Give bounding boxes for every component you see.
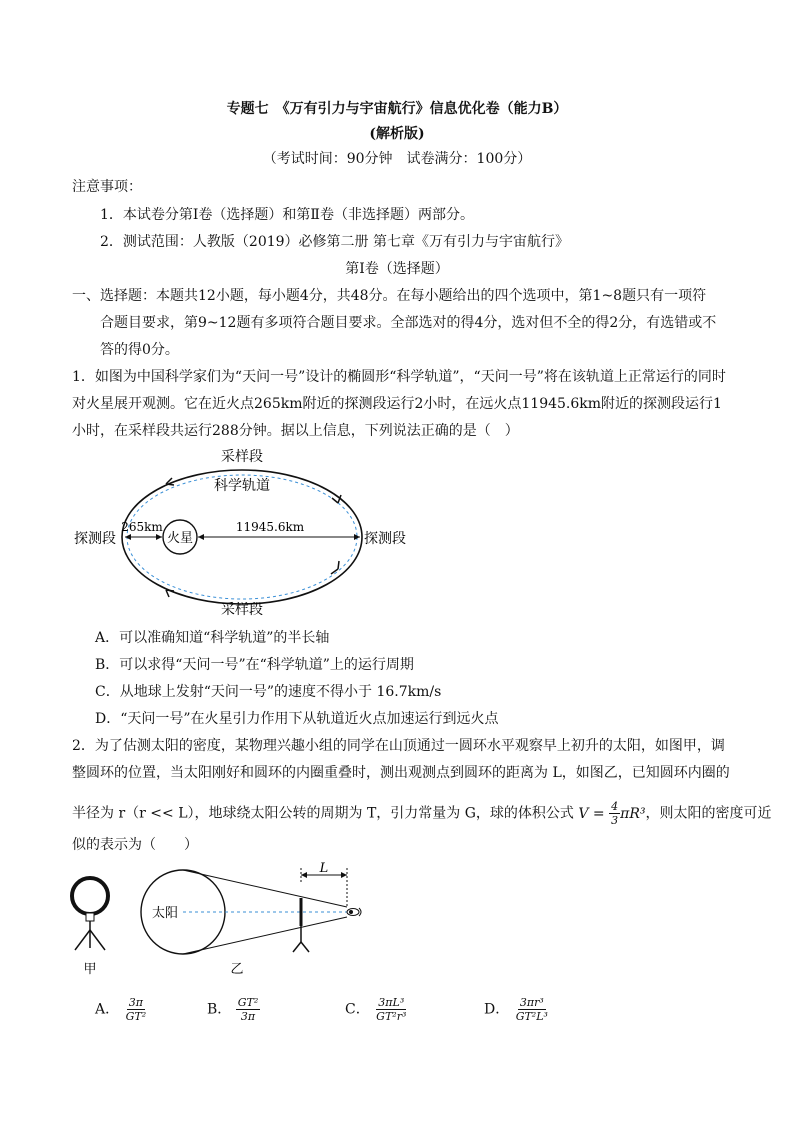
- question-1-line: 1．如图为中国科学家们为“天问一号”设计的椭圆形“科学轨道”，“天问一号”将在该轨道上正常运行的同时: [72, 369, 726, 385]
- instruction-line: 一、选择题：本题共12小题，每小题4分，共48分。在每小题给出的四个选项中，第1~8题只有一项符: [72, 288, 707, 304]
- option-fraction: [124, 996, 149, 1023]
- q2-option-c[interactable]: [345, 996, 408, 1023]
- option-letter: D．: [484, 1001, 510, 1018]
- instruction-line: 答的得0分。: [100, 342, 179, 358]
- option-letter: A．: [95, 1001, 120, 1018]
- far-distance-label: 11945.6km: [235, 520, 305, 534]
- left-probe-label: 探测段: [74, 531, 116, 547]
- formula-rhs: πR³: [620, 805, 646, 822]
- page-title: 专题七 《万有引力与宇宙航行》信息优化卷（能力B）: [226, 101, 568, 117]
- orbit-diagram: [70, 445, 420, 620]
- fraction-num: GT²: [237, 996, 259, 1009]
- label-jia: 甲: [83, 962, 97, 977]
- fraction-num: 3πr³: [519, 996, 544, 1009]
- formula-num: 4: [611, 800, 619, 813]
- q1-option-b[interactable]: B．可以求得“天问一号”在“科学轨道”上的运行周期: [95, 657, 414, 673]
- q2-option-d[interactable]: [484, 996, 550, 1023]
- sun-label: 太阳: [151, 906, 179, 921]
- question-2-text: ，则太阳的密度可近: [645, 805, 772, 822]
- q2-option-b[interactable]: [207, 996, 260, 1023]
- option-letter: B．: [207, 1001, 232, 1018]
- orbit-label: 科学轨道: [214, 478, 270, 494]
- question-2-text: 半径为 r（r << L），地球绕太阳公转的周期为 T，引力常量为 G，球的体积公式: [72, 805, 574, 822]
- right-probe-label: 探测段: [364, 531, 406, 547]
- bottom-sampling-label: 采样段: [221, 602, 263, 618]
- question-1-line: 对火星展开观测。它在近火点265km附近的探测段运行2小时，在远火点11945.6km附近的探测段运行1: [72, 396, 722, 412]
- exam-info: （考试时间：90分钟 试卷满分：100分）: [262, 151, 532, 167]
- notes-heading: 注意事项：: [72, 179, 142, 195]
- q1-option-d[interactable]: D．“天问一号”在火星引力作用下从轨道近火点加速运行到远火点: [95, 711, 499, 727]
- formula-fraction: [609, 800, 620, 827]
- fraction-den: GT²L³: [515, 1010, 548, 1023]
- mars-label: 火星: [166, 531, 194, 546]
- fraction-num: 3πL³: [378, 996, 405, 1009]
- fraction-den: GT²r³: [376, 1010, 407, 1023]
- option-letter: C．: [345, 1001, 370, 1018]
- fraction-num: 3π: [128, 996, 143, 1009]
- eye-icon: [347, 908, 361, 916]
- question-2-line: 2．为了估测太阳的密度，某物理兴趣小组的同学在山顶通过一圆环水平观察早上初升的太阳，如图甲，调: [72, 738, 725, 754]
- formula-den: 3: [611, 814, 619, 827]
- near-distance-label: 265km: [121, 520, 163, 534]
- q1-option-a[interactable]: A．可以准确知道“科学轨道”的半长轴: [95, 630, 330, 646]
- option-fraction: [514, 996, 550, 1023]
- top-sampling-label: 采样段: [221, 449, 263, 465]
- volume-formula: [578, 800, 646, 827]
- question-2-line: 整圆环的位置，当太阳刚好和圆环的内圈重叠时，测出观测点到圆环的距离为 L，如图乙，已知圆环内圈的: [72, 765, 730, 781]
- option-fraction: [236, 996, 261, 1023]
- q2-option-a[interactable]: [95, 996, 148, 1023]
- question-1-line: 小时，在采样段共运行288分钟。据以上信息，下列说法正确的是（ ）: [72, 423, 519, 439]
- note-item: 1．本试卷分第Ⅰ卷（选择题）和第Ⅱ卷（非选择题）两部分。: [100, 207, 474, 223]
- sun-observation-diagram: [65, 862, 385, 982]
- note-item: 2．测试范围：人教版（2019）必修第二册 第七章《万有引力与宇宙航行》: [100, 234, 569, 250]
- instruction-line: 合题目要求，第9~12题有多项符合题目要求。全部选对的得4分，选对但不全的得2分，有选错或不: [100, 315, 717, 331]
- question-2-line: 似的表示为（ ）: [72, 837, 198, 853]
- fraction-den: GT²: [125, 1010, 147, 1023]
- q1-option-c[interactable]: C．从地球上发射“天问一号”的速度不得小于 16.7km/s: [95, 684, 442, 700]
- label-yi: 乙: [230, 962, 244, 977]
- page-subtitle: (解析版): [369, 126, 425, 142]
- formula-lhs: V =: [578, 805, 605, 822]
- option-fraction: [374, 996, 408, 1023]
- question-2-line: [72, 800, 771, 827]
- fraction-den: 3π: [240, 1010, 256, 1023]
- distance-L-label: L: [319, 862, 329, 876]
- section-title: 第Ⅰ卷（选择题）: [345, 261, 449, 277]
